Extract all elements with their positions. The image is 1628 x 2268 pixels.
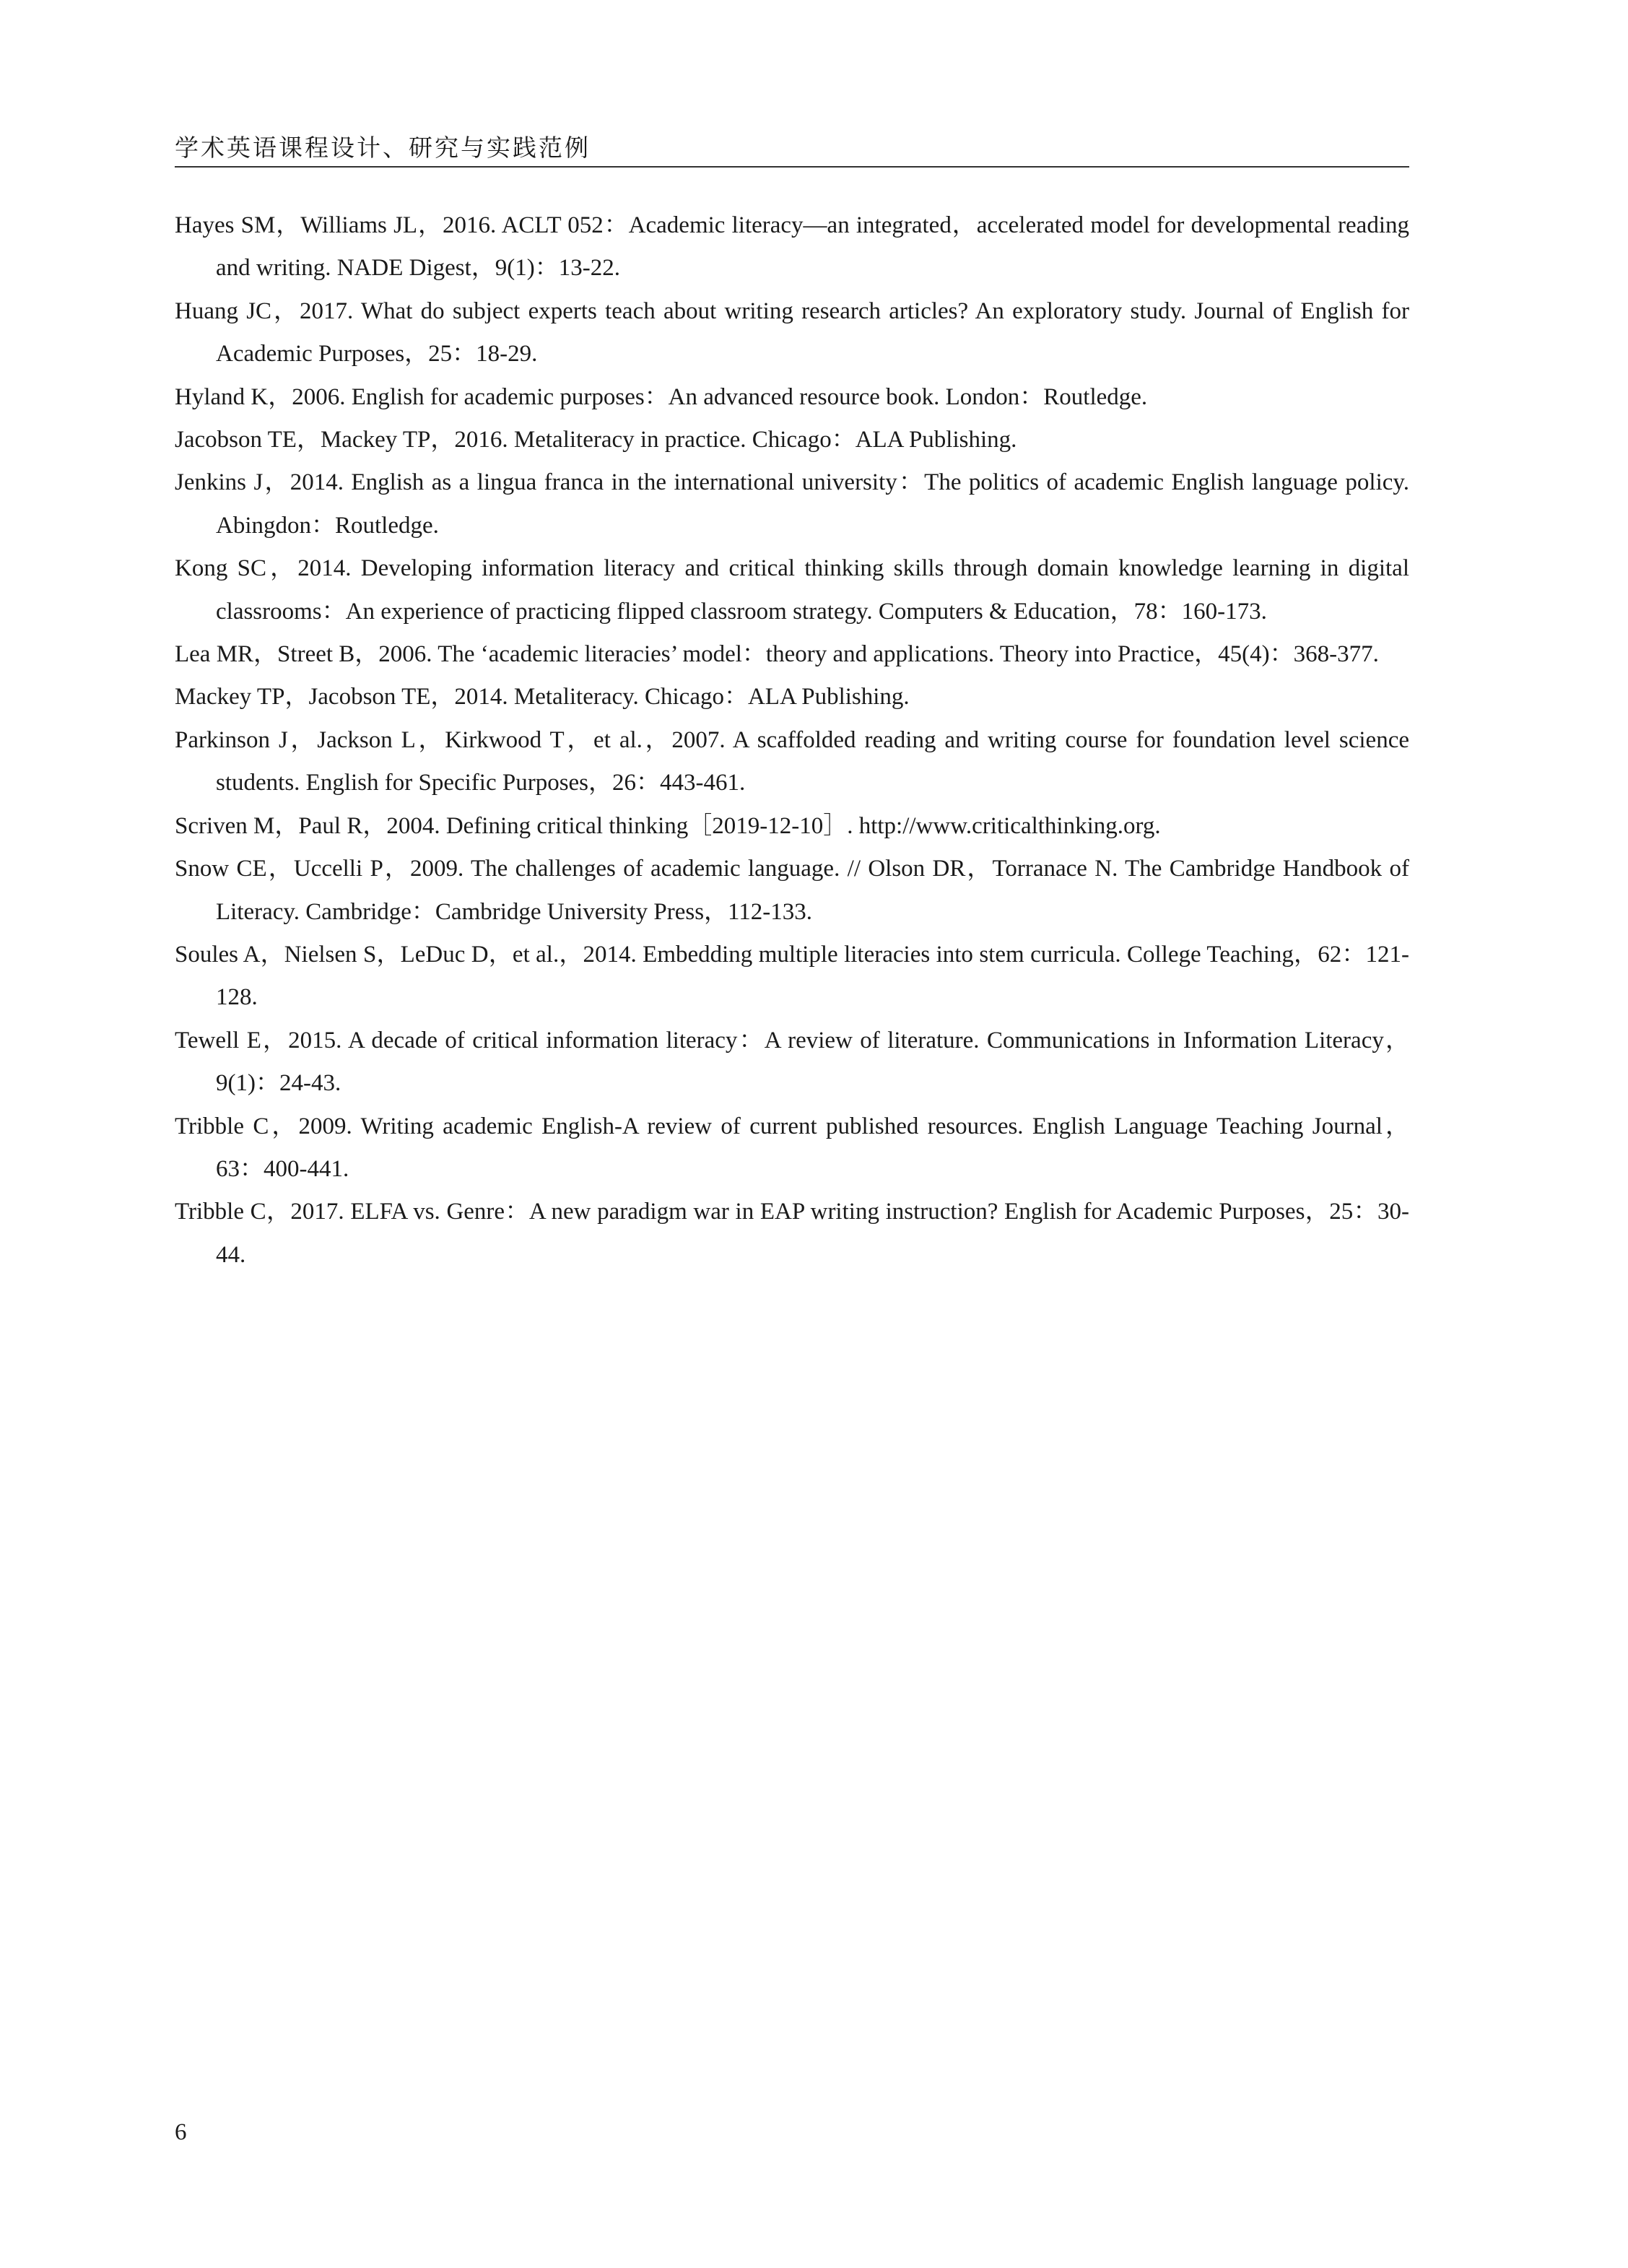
reference-entry: Mackey TP，Jacobson TE，2014. Metaliteracy. Chicago：ALA Publishing. <box>175 684 910 711</box>
reference-entry: Parkinson J，Jackson L，Kirkwood T，et al.，2007. A scaffolded reading and writing course for foundation level science students. English for Specific Purposes，26：443-461. <box>175 726 1409 796</box>
running-header: 学术英语课程设计、研究与实践范例 <box>175 134 591 162</box>
reference-entry: Jenkins J，2014. English as a lingua franca in the international university：The politics of academic English language policy. Abingdon：Routledge. <box>175 469 1409 539</box>
reference-entry: Hyland K，2006. English for academic purposes：An advanced resource book. London：Routledge. <box>175 383 1148 410</box>
reference-entry: Tribble C，2017. ELFA vs. Genre：A new paradigm war in EAP writing instruction? English for Academic Purposes，25：30-44. <box>175 1199 1409 1268</box>
reference-entry: Hayes SM，Williams JL，2016. ACLT 052：Academic literacy—an integrated，accelerated model for developmental reading and writing. NADE Digest，9(1)：13-22. <box>175 212 1409 282</box>
reference-entry: Tewell E，2015. A decade of critical information literacy：A review of literature. Communications in Information Literacy，9(1)：24-43. <box>175 1027 1409 1097</box>
reference-entry: Tribble C，2009. Writing academic English-A review of current published resources. English Language Teaching Journal，63：400-441. <box>175 1113 1409 1182</box>
reference-entry: Jacobson TE，Mackey TP，2016. Metaliteracy in practice. Chicago：ALA Publishing. <box>175 427 1017 453</box>
reference-entry: Lea MR，Street B，2006. The ‘academic literacies’ model：theory and applications. Theory into Practice，45(4)：368-377. <box>175 641 1379 668</box>
reference-entry: Scriven M，Paul R，2004. Defining critical thinking［2019-12-10］. http://www.criticalthinking.org. <box>175 812 1161 839</box>
reference-list <box>175 204 1409 1277</box>
reference-entry: Kong SC，2014. Developing information literacy and critical thinking skills through domain knowledge learning in digital classrooms：An experience of practicing flipped classroom strategy. Computers & Education，78：160-173. <box>175 555 1409 625</box>
header-rule <box>175 166 1409 168</box>
reference-entry: Soules A，Nielsen S，LeDuc D，et al.，2014. Embedding multiple literacies into stem curricula. College Teaching，62：121-128. <box>175 941 1409 1011</box>
reference-entry: Snow CE，Uccelli P，2009. The challenges of academic language. // Olson DR，Torranace N. The Cambridge Handbook of Literacy. Cambridge：Cambridge University Press，112-133. <box>175 856 1409 925</box>
page-number: 6 <box>175 2119 187 2145</box>
reference-entry: Huang JC，2017. What do subject experts teach about writing research articles? An exploratory study. Journal of English for Academic Purposes，25：18-29. <box>175 297 1409 368</box>
